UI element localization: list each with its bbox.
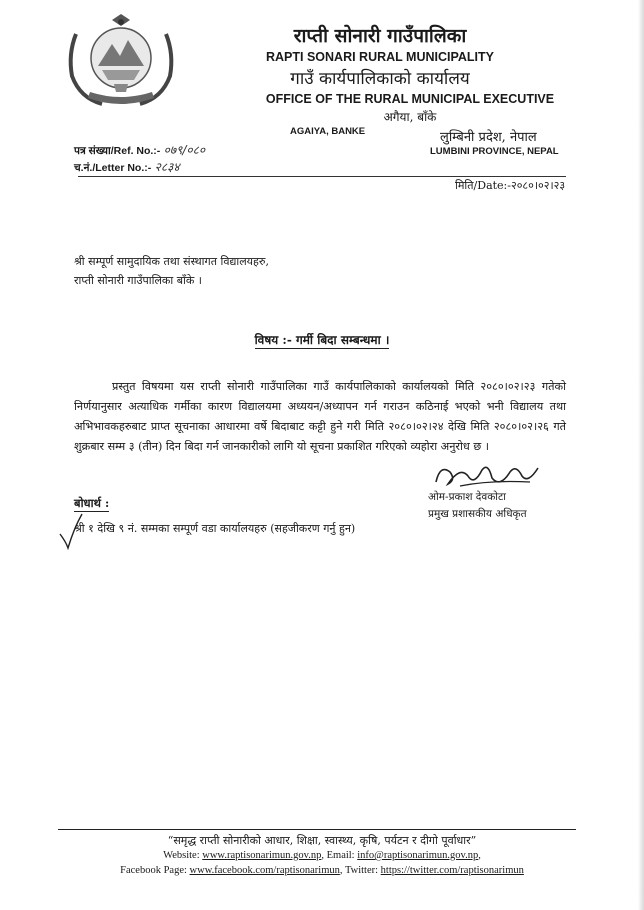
signatory-title: प्रमुख प्रशासकीय अधिकृत <box>428 508 527 520</box>
letter-number <box>74 158 180 175</box>
cc-recipients: श्री १ देखि ९ नं. सम्मका सम्पूर्ण वडा कार्यालयहरु (सहजीकरण गर्नु हुन) <box>74 522 356 535</box>
email-suffix: , <box>478 850 481 861</box>
footer-divider <box>58 829 576 830</box>
letter-value: २८३४ <box>154 160 180 174</box>
scan-edge-shadow <box>638 0 644 910</box>
subject-line <box>0 331 644 348</box>
ref-label: पत्र संख्या/Ref. No.:- <box>74 145 161 157</box>
letter-label: च.नं./Letter No.:- <box>74 162 152 174</box>
footer-social-line <box>0 865 644 876</box>
recipient-line-2: राप्ती सोनारी गाउँपालिका बाँके । <box>74 274 202 287</box>
facebook-label: Facebook Page: <box>120 865 187 876</box>
email-label: , Email: <box>321 850 355 861</box>
province-english: LUMBINI PROVINCE, NEPAL <box>430 146 559 157</box>
reference-number <box>74 141 205 158</box>
office-name-nepali: गाउँ कार्यपालिकाको कार्यालय <box>290 69 470 89</box>
province-nepali: लुम्बिनी प्रदेश, नेपाल <box>440 130 537 145</box>
website-link[interactable]: www.raptisonarimun.gov.np <box>202 850 322 861</box>
ref-value: ०७९/०८० <box>163 143 206 157</box>
recipient-line-1: श्री सम्पूर्ण सामुदायिक तथा संस्थागत विद्यालयहरु, <box>74 255 269 268</box>
twitter-label: , Twitter: <box>339 865 379 876</box>
municipality-name-english: RAPTI SONARI RURAL MUNICIPALITY <box>265 50 494 64</box>
office-name-english: OFFICE OF THE RURAL MUNICIPAL EXECUTIVE <box>265 92 555 106</box>
letter-body: प्रस्तुत विषयमा यस राप्ती सोनारी गाउँपालिका गाउँ कार्यपालिकाको कार्यालयको मिति २०८०।०२।२३ गतेको निर्णयानुसार अत्याधिक गर्मीका कारण विद्यालयमा अध्ययन/अध्यापन गर्न गराउन कठिनाई भएको भनी विद्यालय तथा अभिभावकहरुबाट प्राप्त सूचनाका आधारमा वर्षे बिदाबाट कट्टी हुने गरी मिति २०८०।०२।२४ देखि मिति २०८०।०२।२६ गते शुक्रबार सम्म ३ (तीन) दिन बिदा गर्न जानकारीको लागि यो सूचना प्रकाशित गरिएको व्यहोरा अनुरोध छ । <box>74 380 566 453</box>
municipality-name-nepali: राप्ती सोनारी गाउँपालिका <box>293 25 467 47</box>
twitter-link[interactable]: https://twitter.com/raptisonarimun <box>380 865 524 876</box>
location-nepali: अगैया, बाँके <box>383 110 437 124</box>
footer-motto: “समृद्ध राप्ती सोनारीको आधार, शिक्षा, स्वास्थ्य, कृषि, पर्यटन र दीगो पूर्वाधार” <box>167 834 477 847</box>
letter-date: मिति/Date:-२०८०।०२।२३ <box>455 179 566 192</box>
website-label: Website: <box>163 850 200 861</box>
header-divider <box>78 176 566 177</box>
facebook-link[interactable]: www.facebook.com/raptisonarimun <box>189 865 340 876</box>
email-link[interactable]: info@raptisonarimun.gov.np <box>357 850 479 861</box>
handwritten-signature <box>430 458 550 490</box>
signatory-name: ओम-प्रकाश देवकोटा <box>428 491 507 503</box>
footer-contact-line <box>0 850 644 861</box>
subject-text: विषय :- गर्मी बिदा सम्बन्धमा । <box>254 333 390 347</box>
cc-label: बोधार्थ : <box>74 496 110 510</box>
location-english: AGAIYA, BANKE <box>290 126 366 137</box>
